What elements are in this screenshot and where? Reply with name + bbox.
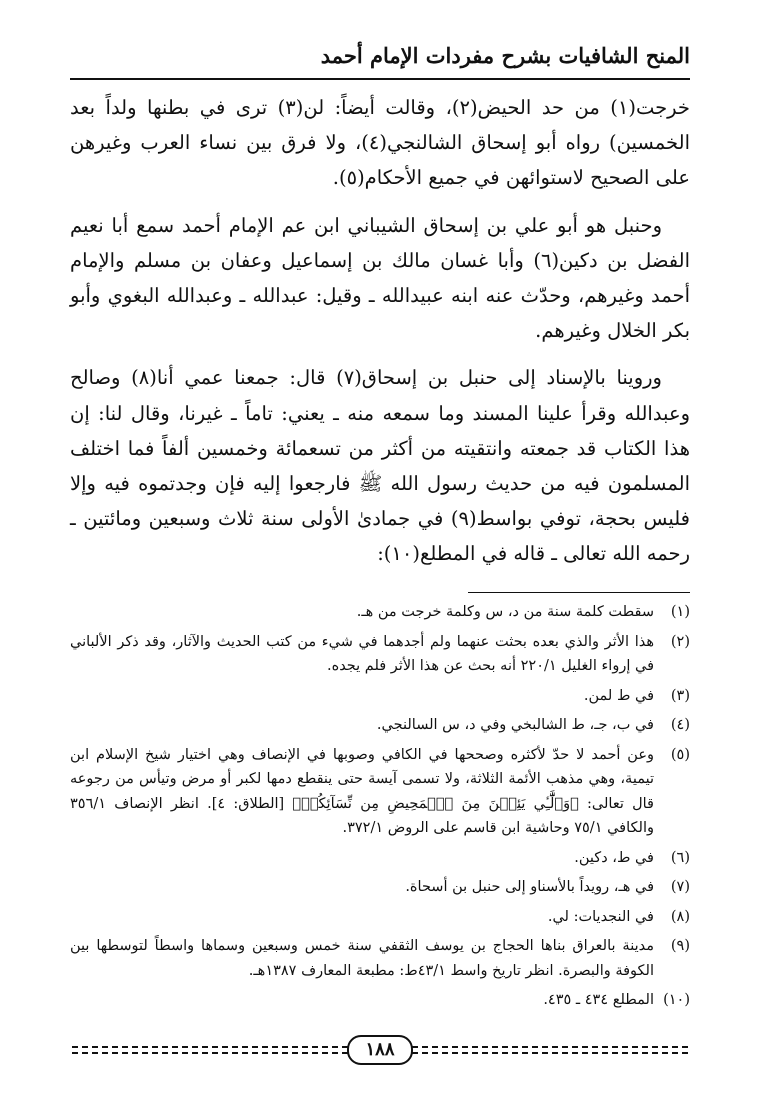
footnote-3	[70, 684, 690, 709]
footnote-number: (٧)	[670, 879, 690, 895]
footnote-4	[70, 713, 690, 738]
footnote-number: (٣)	[670, 687, 690, 704]
footnote-text: مدينة بالعراق بناها الحجاج بن يوسف الثقفي سنة خمس وسبعين وسماها واسطاً لتوسطها بين الكوفة والبصرة. انظر تاريخ واسط ٤٣/١ط: مطبعة المعارف ١٣٨٧هـ.	[70, 938, 654, 979]
page-number: ١٨٨	[347, 1035, 413, 1065]
footnote-number: (١٠)	[663, 992, 690, 1008]
footnote-text: سقطت كلمة سنة من د، س وكلمة خرجت من هـ.	[356, 604, 654, 620]
footnote-number: (٢)	[670, 633, 690, 650]
footnote-number: (٦)	[670, 849, 690, 866]
running-header-title: المنح الشافيات بشرح مفردات الإمام أحمد	[320, 43, 690, 68]
footnote-8	[70, 905, 690, 930]
footnotes	[70, 600, 690, 1018]
header-rule	[70, 78, 690, 80]
footnote-text: في ط، دكين.	[574, 849, 654, 866]
paragraph-1: خرجت(١) من حد الحيض(٢)، وقالت أيضاً: لن(٣) ترى في بطنها ولداً بعد الخمسين) رواه أبو إسحاق الشالنجي(٤)، ولا فرق بين نساء العرب وغيرهن على الصحيح لاستوائهن في جميع الأحكام(٥).	[70, 96, 690, 190]
footnote-5	[70, 743, 690, 841]
footnote-text: في هـ، رويداً بالأسناو إلى حنبل بن أسحاة.	[405, 879, 654, 895]
footnote-number: (٨)	[670, 908, 690, 925]
footnote-number: (٤)	[670, 717, 690, 733]
footnote-2	[70, 630, 690, 679]
footnote-10	[70, 988, 690, 1013]
paragraph-2: وحنبل هو أبو علي بن إسحاق الشيباني ابن عم الإمام أحمد سمع أبا نعيم الفضل بن دكين(٦) وأبا غسان مالك بن إسماعيل وعفان بن مسلم والإمام أحمد وغيرهم، وحدّث عنه ابنه عبيدالله ـ وقيل: عبدالله ـ وعبدالله البغوي وأبو بكر الخلال وغيرهم.	[70, 213, 690, 343]
footnote-text: في ط لمن.	[583, 687, 654, 704]
footnote-number: (٩)	[670, 938, 690, 954]
main-text	[70, 90, 690, 584]
footnote-text: في النجديات: لي.	[547, 908, 654, 925]
footnote-separator	[468, 592, 690, 593]
paragraph-3: وروينا بالإسناد إلى حنبل بن إسحاق(٧) قال: جمعنا عمي أنا(٨) وصالح وعبدالله وقرأ علينا المسند وما سمعه منه ـ يعني: تاماً ـ غيرنا، وقال لنا: إن هذا الكتاب قد جمعته وانتقيته من أكثر من تسعمائة وخمسين ألفاً فما اختلف المسلمون فيه من حديث رسول الله ﷺ فارجعوا إليه فإن وجدتموه فيه وإلا فليس بحجة، توفي بواسط(٩) في جمادىٰ الأولى سنة ثلاث وسبعين ومائتين ـ رحمه الله تعالى ـ قاله في المطلع(١٠):	[70, 366, 690, 566]
footnote-text: في ب، جـ، ط الشالبخي وفي د، س السالنجي.	[376, 717, 654, 733]
footnote-number: (١)	[670, 604, 690, 620]
footnote-7	[70, 875, 690, 900]
footnote-text: هذا الأثر والذي بعده بحثت عنهما ولم أجدهما في شيء من كتب الحديث والآثار، وقد ذكر الألباني في إرواء الغليل ٢٢٠/١ أنه بحث عن هذا الأثر فلم يجده.	[70, 633, 654, 674]
footnote-text: المطلع ٤٣٤ ـ ٤٣٥.	[543, 992, 654, 1008]
footnote-number: (٥)	[670, 746, 690, 763]
footnote-9	[70, 934, 690, 983]
footnote-6	[70, 846, 690, 871]
footnote-text: وعن أحمد لا حدّ لأكثره وصححها في الكافي وصوبها في الإنصاف وهي اختيار شيخ الإسلام ابن تيمية، وهي مذهب الأئمة الثلاثة، ولا تسمى آيسة حتى ينقطع دمها لكبر أو مرض وتيأس من رجوعه قال تعالى: ﴿وَٱلَّٰٓـِٔي يَئِسۡنَ مِنَ ٱلۡمَحِيضِ مِن نِّسَآئِكُمۡ﴾ [الطلاق: ٤]. انظر الإنصاف ٣٥٦/١ والكافي ٧٥/١ وحاشية ابن قاسم على الروض ٣٧٢/١.	[70, 746, 654, 836]
footnote-1	[70, 600, 690, 625]
